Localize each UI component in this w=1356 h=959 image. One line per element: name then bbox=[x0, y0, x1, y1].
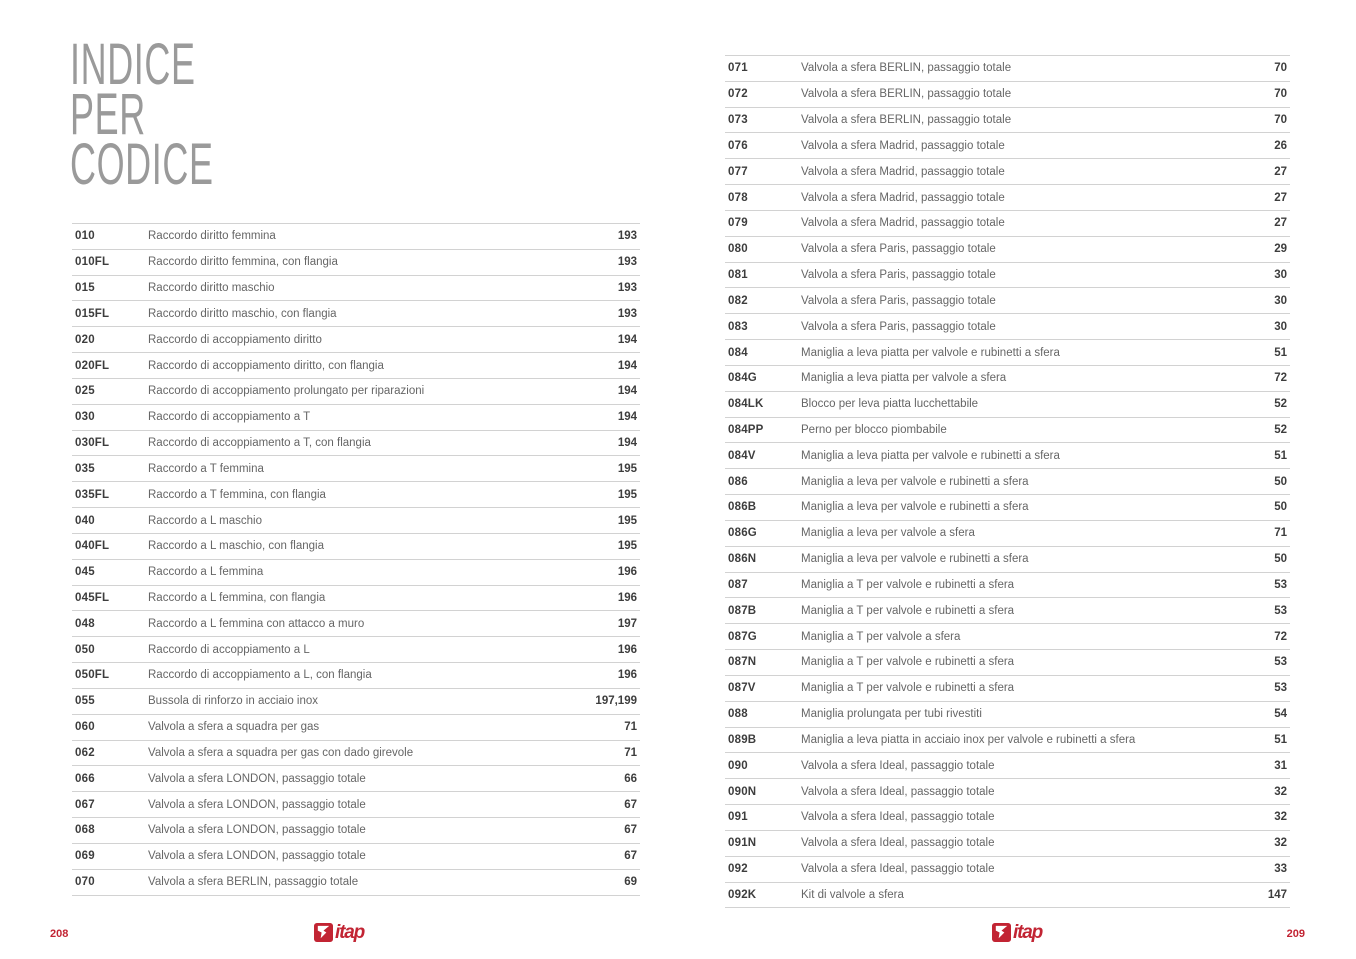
entry-code: 087V bbox=[728, 682, 756, 695]
entry-page: 70 bbox=[1274, 88, 1287, 101]
entry-page: 193 bbox=[617, 307, 637, 320]
entry-description: Raccordo di accoppiamento prolungato per riparazioni bbox=[148, 385, 425, 398]
entry-description: Raccordo a L femmina con attacco a muro bbox=[148, 617, 365, 630]
entry-description: Valvola a sfera a squadra per gas con dado girevole bbox=[148, 746, 414, 759]
table-row bbox=[72, 327, 640, 353]
entry-page: 32 bbox=[1274, 811, 1287, 824]
entry-code: 081 bbox=[728, 269, 748, 282]
table-row bbox=[725, 314, 1290, 340]
table-row bbox=[725, 237, 1290, 263]
table-row bbox=[725, 392, 1290, 418]
entry-description: Raccordo di accoppiamento a T, con flangia bbox=[148, 437, 371, 450]
entry-code: 045 bbox=[75, 566, 95, 579]
itap-logo bbox=[314, 921, 364, 943]
page-title-line: PER bbox=[70, 82, 146, 147]
entry-code: 010 bbox=[75, 230, 95, 243]
entry-description: Maniglia a leva per valvole e rubinetti a sfera bbox=[801, 475, 1029, 488]
entry-page: 51 bbox=[1274, 346, 1287, 359]
entry-page: 67 bbox=[624, 850, 637, 863]
entry-code: 020 bbox=[75, 333, 95, 346]
table-row bbox=[725, 805, 1290, 831]
entry-page: 197 bbox=[617, 617, 637, 630]
table-row bbox=[72, 611, 640, 637]
page-title-line: CODICE bbox=[70, 132, 214, 197]
table-row bbox=[725, 418, 1290, 444]
table-row bbox=[72, 560, 640, 586]
table-row bbox=[72, 276, 640, 302]
entry-code: 084V bbox=[728, 449, 756, 462]
entry-code: 078 bbox=[728, 191, 748, 204]
entry-page: 193 bbox=[617, 256, 637, 269]
table-row bbox=[725, 573, 1290, 599]
entry-description: Valvola a sfera LONDON, passaggio totale bbox=[148, 772, 366, 785]
table-row bbox=[725, 443, 1290, 469]
entry-code: 030FL bbox=[75, 437, 110, 450]
table-row bbox=[725, 56, 1290, 82]
entry-page: 50 bbox=[1274, 553, 1287, 566]
entry-code: 066 bbox=[75, 772, 95, 785]
entry-code: 084LK bbox=[728, 398, 764, 411]
entry-page: 69 bbox=[624, 876, 637, 889]
entry-description: Valvola a sfera Madrid, passaggio totale bbox=[801, 165, 1005, 178]
entry-page: 70 bbox=[1274, 114, 1287, 127]
entry-code: 077 bbox=[728, 165, 748, 178]
entry-description: Maniglia a T per valvole e rubinetti a sfera bbox=[801, 604, 1015, 617]
entry-description: Valvola a sfera LONDON, passaggio totale bbox=[148, 850, 366, 863]
entry-code: 087G bbox=[728, 630, 757, 643]
entry-code: 084PP bbox=[728, 424, 764, 436]
entry-description: Raccordo di accoppiamento diritto bbox=[148, 333, 322, 346]
entry-code: 035 bbox=[75, 462, 95, 475]
table-row bbox=[725, 521, 1290, 547]
entry-code: 087N bbox=[728, 656, 757, 669]
entry-code: 048 bbox=[75, 617, 95, 630]
entry-code: 069 bbox=[75, 850, 95, 863]
entry-code: 084 bbox=[728, 346, 748, 359]
entry-code: 092 bbox=[728, 863, 748, 876]
table-row bbox=[725, 340, 1290, 366]
table-row bbox=[72, 818, 640, 844]
entry-page: 72 bbox=[1274, 372, 1287, 385]
entry-description: Valvola a sfera Ideal, passaggio totale bbox=[801, 785, 995, 798]
entry-description: Valvola a sfera LONDON, passaggio totale bbox=[148, 798, 366, 811]
entry-page: 53 bbox=[1274, 656, 1287, 669]
index-table-right bbox=[725, 55, 1290, 908]
entry-description: Raccordo di accoppiamento diritto, con flangia bbox=[148, 359, 384, 372]
table-row bbox=[72, 741, 640, 767]
table-row bbox=[72, 586, 640, 612]
page-title-line: INDICE bbox=[70, 32, 196, 97]
entry-description: Raccordo a T femmina, con flangia bbox=[148, 488, 326, 501]
entry-code: 079 bbox=[728, 217, 748, 230]
table-row bbox=[72, 844, 640, 870]
entry-code: 086 bbox=[728, 475, 748, 488]
entry-description: Blocco per leva piatta lucchettabile bbox=[801, 398, 979, 411]
entry-code: 086B bbox=[728, 501, 757, 514]
entry-description: Maniglia a leva piatta per valvole e rubinetti a sfera bbox=[801, 346, 1060, 359]
entry-description: Raccordo diritto femmina bbox=[148, 230, 276, 243]
entry-page: 31 bbox=[1274, 759, 1287, 772]
itap-logo bbox=[992, 921, 1042, 943]
entry-code: 015 bbox=[75, 282, 95, 295]
entry-code: 020FL bbox=[75, 359, 110, 372]
entry-page: 193 bbox=[617, 282, 637, 295]
entry-code: 088 bbox=[728, 708, 748, 721]
itap-logo-wordmark: itap bbox=[1013, 921, 1042, 943]
table-row bbox=[725, 883, 1290, 909]
entry-code: 091N bbox=[728, 837, 757, 850]
table-row bbox=[725, 469, 1290, 495]
entry-page: 27 bbox=[1274, 217, 1287, 230]
entry-code: 062 bbox=[75, 746, 95, 759]
entry-code: 083 bbox=[728, 320, 748, 333]
entry-description: Raccordo a T femmina bbox=[148, 462, 264, 475]
entry-page: 52 bbox=[1274, 398, 1287, 411]
entry-code: 071 bbox=[728, 62, 748, 75]
entry-description: Valvola a sfera BERLIN, passaggio totale bbox=[148, 876, 359, 889]
table-row bbox=[72, 508, 640, 534]
entry-description: Valvola a sfera BERLIN, passaggio totale bbox=[801, 114, 1012, 127]
entry-page: 67 bbox=[624, 798, 637, 811]
entry-page: 53 bbox=[1274, 578, 1287, 591]
entry-description: Raccordo di accoppiamento a T bbox=[148, 411, 311, 424]
table-row bbox=[72, 870, 640, 896]
entry-page: 193 bbox=[617, 230, 637, 243]
entry-description: Maniglia a T per valvole e rubinetti a sfera bbox=[801, 578, 1015, 591]
entry-page: 196 bbox=[617, 592, 637, 604]
table-row bbox=[72, 431, 640, 457]
entry-code: 045FL bbox=[75, 592, 110, 604]
entry-page: 32 bbox=[1274, 837, 1287, 850]
entry-code: 076 bbox=[728, 139, 748, 152]
table-row bbox=[72, 456, 640, 482]
entry-description: Valvola a sfera Madrid, passaggio totale bbox=[801, 191, 1005, 204]
table-row bbox=[725, 263, 1290, 289]
entry-page: 51 bbox=[1274, 733, 1287, 746]
table-row bbox=[72, 766, 640, 792]
entry-description: Perno per blocco piombabile bbox=[801, 424, 947, 436]
entry-description: Raccordo a L maschio bbox=[148, 514, 262, 527]
entry-description: Valvola a sfera Paris, passaggio totale bbox=[801, 243, 996, 256]
entry-code: 035FL bbox=[75, 488, 110, 501]
entry-description: Valvola a sfera Ideal, passaggio totale bbox=[801, 759, 995, 772]
table-row bbox=[72, 663, 640, 689]
page-number: 209 bbox=[1286, 928, 1305, 940]
entry-code: 050 bbox=[75, 643, 95, 656]
itap-logo-icon bbox=[314, 923, 333, 942]
table-row bbox=[725, 82, 1290, 108]
entry-code: 040FL bbox=[75, 540, 110, 553]
entry-description: Valvola a sfera a squadra per gas bbox=[148, 721, 320, 734]
table-row bbox=[72, 689, 640, 715]
entry-page: 27 bbox=[1274, 191, 1287, 204]
table-row bbox=[725, 366, 1290, 392]
entry-code: 072 bbox=[728, 88, 748, 101]
entry-code: 090 bbox=[728, 759, 748, 772]
entry-description: Valvola a sfera Ideal, passaggio totale bbox=[801, 837, 995, 850]
entry-code: 090N bbox=[728, 785, 757, 798]
entry-description: Kit di valvole a sfera bbox=[801, 888, 904, 901]
entry-description: Maniglia a leva piatta per valvole a sfera bbox=[801, 372, 1007, 385]
entry-page: 196 bbox=[617, 643, 637, 656]
entry-page: 194 bbox=[617, 385, 637, 398]
itap-logo-icon bbox=[992, 923, 1011, 942]
entry-description: Valvola a sfera BERLIN, passaggio totale bbox=[801, 62, 1012, 75]
index-table-left bbox=[72, 223, 640, 896]
entry-page: 195 bbox=[617, 514, 637, 527]
entry-description: Maniglia a leva per valvole a sfera bbox=[801, 527, 975, 540]
entry-page: 71 bbox=[624, 721, 637, 734]
table-row bbox=[72, 405, 640, 431]
table-row bbox=[725, 831, 1290, 857]
entry-page: 50 bbox=[1274, 475, 1287, 488]
table-row bbox=[725, 624, 1290, 650]
entry-code: 089B bbox=[728, 733, 757, 746]
entry-page: 30 bbox=[1274, 320, 1287, 333]
table-row bbox=[72, 792, 640, 818]
page-right bbox=[678, 0, 1356, 959]
table-row bbox=[725, 288, 1290, 314]
table-row bbox=[72, 224, 640, 250]
table-row bbox=[725, 676, 1290, 702]
entry-description: Valvola a sfera Madrid, passaggio totale bbox=[801, 139, 1005, 152]
table-row bbox=[725, 650, 1290, 676]
table-row bbox=[72, 715, 640, 741]
entry-description: Valvola a sfera LONDON, passaggio totale bbox=[148, 824, 366, 837]
entry-description: Raccordo diritto maschio, con flangia bbox=[148, 307, 337, 320]
table-row bbox=[72, 250, 640, 276]
table-row bbox=[72, 353, 640, 379]
entry-description: Raccordo a L maschio, con flangia bbox=[148, 540, 325, 553]
table-row bbox=[725, 547, 1290, 573]
entry-page: 195 bbox=[617, 540, 637, 553]
entry-code: 010FL bbox=[75, 256, 110, 269]
entry-code: 084G bbox=[728, 372, 757, 385]
entry-code: 068 bbox=[75, 824, 95, 837]
entry-page: 197,199 bbox=[595, 695, 637, 708]
entry-page: 195 bbox=[617, 462, 637, 475]
entry-code: 073 bbox=[728, 114, 748, 127]
table-row bbox=[72, 534, 640, 560]
entry-page: 32 bbox=[1274, 785, 1287, 798]
entry-code: 015FL bbox=[75, 307, 110, 320]
entry-description: Raccordo a L femmina, con flangia bbox=[148, 592, 326, 604]
page-number: 208 bbox=[50, 928, 69, 940]
table-row bbox=[72, 482, 640, 508]
entry-description: Raccordo a L femmina bbox=[148, 566, 264, 579]
entry-page: 194 bbox=[617, 359, 637, 372]
table-row bbox=[725, 598, 1290, 624]
entry-code: 067 bbox=[75, 798, 95, 811]
entry-description: Valvola a sfera Madrid, passaggio totale bbox=[801, 217, 1005, 230]
entry-code: 050FL bbox=[75, 669, 110, 682]
table-row bbox=[725, 753, 1290, 779]
entry-page: 147 bbox=[1267, 888, 1287, 901]
entry-page: 194 bbox=[617, 437, 637, 450]
entry-code: 091 bbox=[728, 811, 748, 824]
table-row bbox=[725, 779, 1290, 805]
entry-code: 092K bbox=[728, 888, 757, 901]
entry-description: Maniglia a leva piatta in acciaio inox per valvole e rubinetti a sfera bbox=[801, 733, 1136, 746]
table-row bbox=[725, 133, 1290, 159]
entry-code: 070 bbox=[75, 876, 95, 889]
table-row bbox=[725, 108, 1290, 134]
entry-page: 67 bbox=[624, 824, 637, 837]
entry-code: 087B bbox=[728, 604, 757, 617]
entry-page: 196 bbox=[617, 566, 637, 579]
entry-description: Maniglia a T per valvole a sfera bbox=[801, 630, 961, 643]
entry-page: 71 bbox=[1274, 527, 1287, 540]
entry-code: 030 bbox=[75, 411, 95, 424]
entry-code: 086G bbox=[728, 527, 757, 540]
entry-page: 50 bbox=[1274, 501, 1287, 514]
entry-page: 195 bbox=[617, 488, 637, 501]
entry-page: 29 bbox=[1274, 243, 1287, 256]
entry-page: 26 bbox=[1274, 139, 1287, 152]
entry-description: Valvola a sfera Paris, passaggio totale bbox=[801, 269, 996, 282]
entry-description: Maniglia prolungata per tubi rivestiti bbox=[801, 708, 982, 721]
entry-page: 53 bbox=[1274, 682, 1287, 695]
entry-description: Maniglia a leva piatta per valvole e rubinetti a sfera bbox=[801, 449, 1060, 462]
entry-page: 196 bbox=[617, 669, 637, 682]
entry-page: 30 bbox=[1274, 294, 1287, 307]
entry-code: 086N bbox=[728, 553, 757, 566]
entry-description: Valvola a sfera Ideal, passaggio totale bbox=[801, 863, 995, 876]
entry-description: Maniglia a leva per valvole e rubinetti a sfera bbox=[801, 501, 1029, 514]
entry-code: 082 bbox=[728, 294, 748, 307]
entry-page: 194 bbox=[617, 411, 637, 424]
table-row bbox=[725, 728, 1290, 754]
table-row bbox=[725, 857, 1290, 883]
table-row bbox=[72, 301, 640, 327]
entry-page: 27 bbox=[1274, 165, 1287, 178]
entry-description: Valvola a sfera Paris, passaggio totale bbox=[801, 320, 996, 333]
table-row bbox=[725, 495, 1290, 521]
table-row bbox=[725, 159, 1290, 185]
entry-description: Valvola a sfera Paris, passaggio totale bbox=[801, 294, 996, 307]
entry-code: 080 bbox=[728, 243, 748, 256]
entry-description: Raccordo di accoppiamento a L, con flangia bbox=[148, 669, 372, 682]
entry-page: 72 bbox=[1274, 630, 1287, 643]
entry-page: 52 bbox=[1274, 424, 1287, 436]
table-row bbox=[72, 637, 640, 663]
entry-description: Valvola a sfera BERLIN, passaggio totale bbox=[801, 88, 1012, 101]
itap-logo-wordmark: itap bbox=[335, 921, 364, 943]
entry-page: 71 bbox=[624, 746, 637, 759]
entry-page: 66 bbox=[624, 772, 637, 785]
entry-description: Maniglia a leva per valvole e rubinetti a sfera bbox=[801, 553, 1029, 566]
entry-page: 33 bbox=[1274, 863, 1287, 876]
entry-page: 194 bbox=[617, 333, 637, 346]
entry-code: 087 bbox=[728, 578, 748, 591]
entry-page: 30 bbox=[1274, 269, 1287, 282]
entry-code: 040 bbox=[75, 514, 95, 527]
entry-description: Maniglia a T per valvole e rubinetti a sfera bbox=[801, 682, 1015, 695]
entry-page: 70 bbox=[1274, 62, 1287, 75]
table-row bbox=[72, 379, 640, 405]
entry-page: 54 bbox=[1274, 708, 1287, 721]
entry-code: 060 bbox=[75, 721, 95, 734]
entry-code: 055 bbox=[75, 695, 95, 708]
table-row bbox=[725, 211, 1290, 237]
entry-description: Valvola a sfera Ideal, passaggio totale bbox=[801, 811, 995, 824]
entry-description: Raccordo di accoppiamento a L bbox=[148, 643, 310, 656]
page-title bbox=[70, 32, 214, 197]
entry-code: 025 bbox=[75, 385, 95, 398]
entry-description: Bussola di rinforzo in acciaio inox bbox=[148, 695, 319, 708]
entry-page: 51 bbox=[1274, 449, 1287, 462]
entry-description: Raccordo diritto maschio bbox=[148, 282, 275, 295]
table-row bbox=[725, 185, 1290, 211]
entry-page: 53 bbox=[1274, 604, 1287, 617]
table-row bbox=[725, 702, 1290, 728]
entry-description: Maniglia a T per valvole e rubinetti a sfera bbox=[801, 656, 1015, 669]
entry-description: Raccordo diritto femmina, con flangia bbox=[148, 256, 338, 269]
